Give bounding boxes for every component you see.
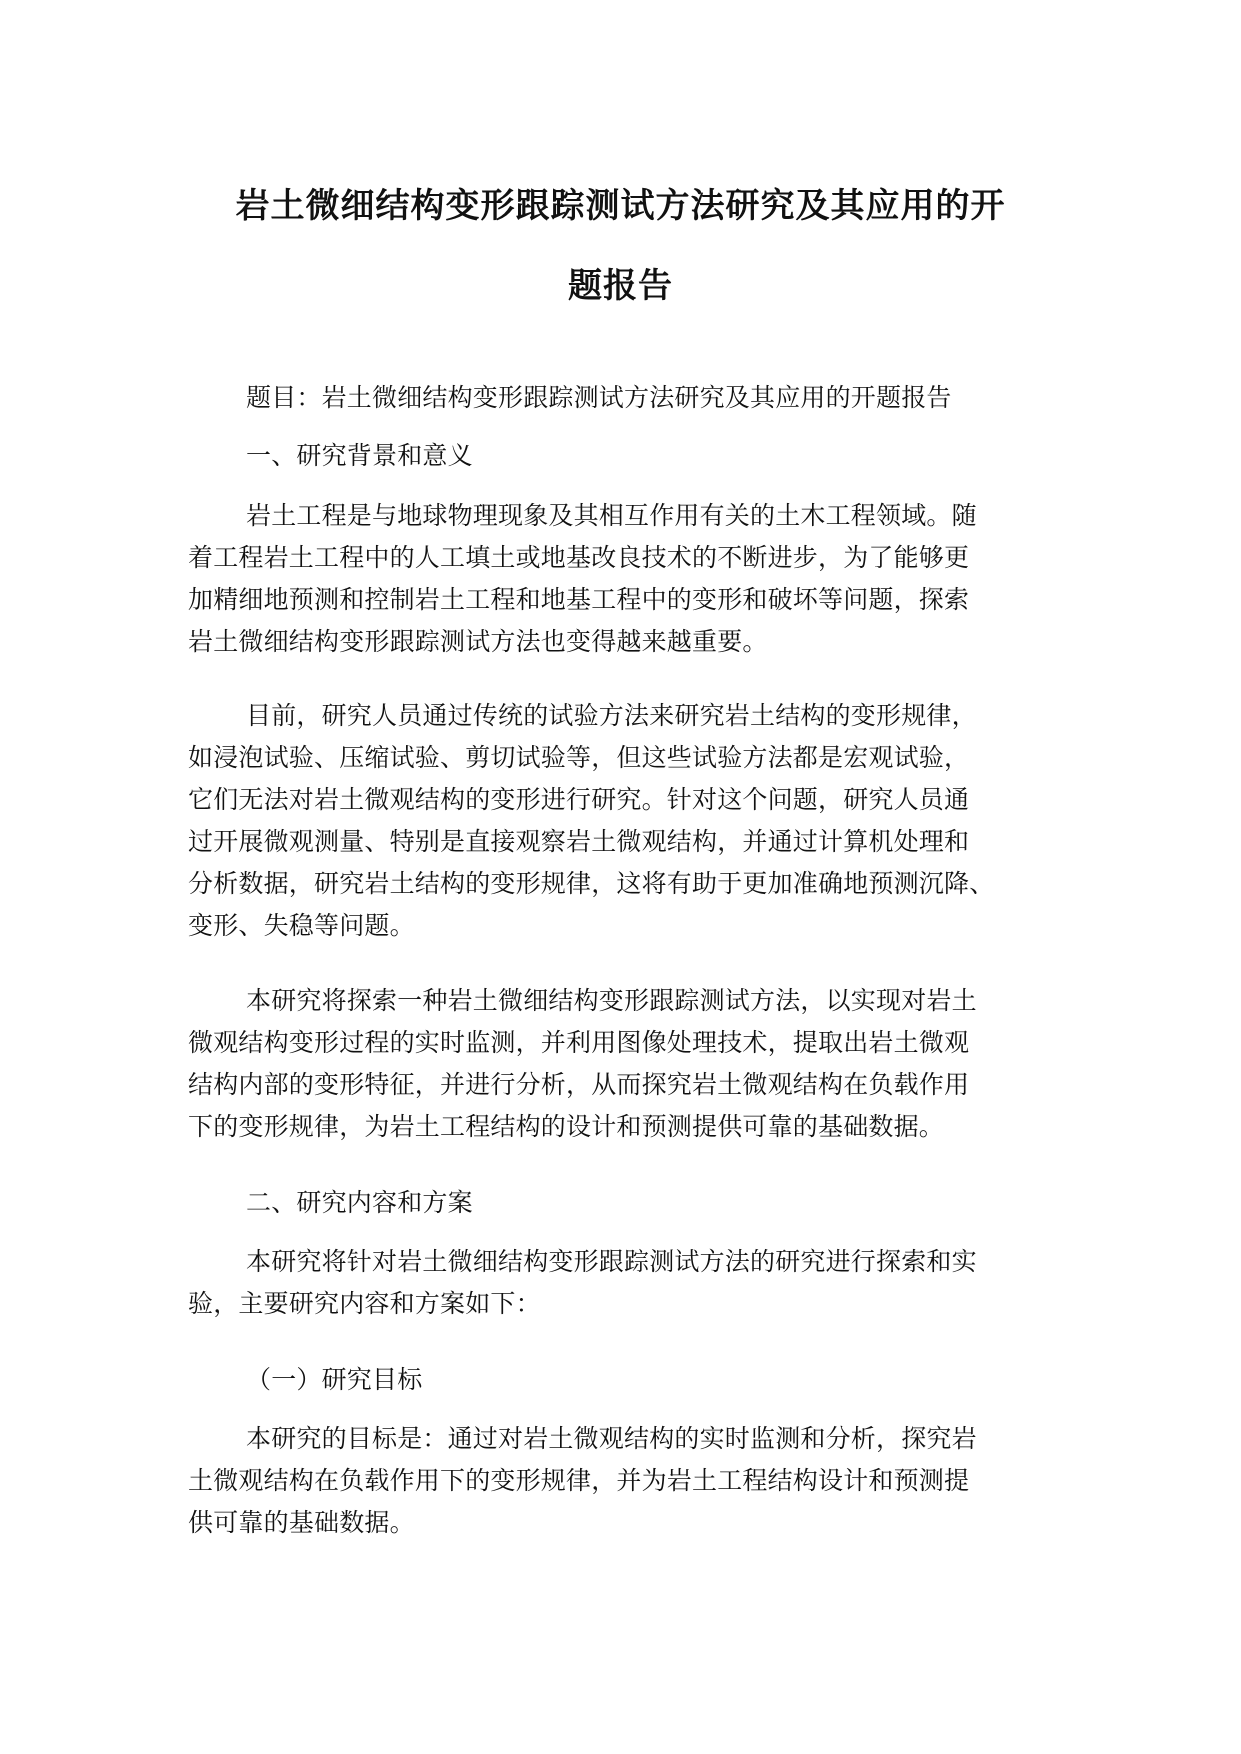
section-heading-1: 一、研究背景和意义 — [246, 441, 473, 470]
paragraph-line: 供可靠的基础数据。 — [188, 1508, 415, 1537]
subsection-heading-1: （一）研究目标 — [246, 1365, 423, 1394]
paragraph-line: 本研究将探索一种岩土微细结构变形跟踪测试方法，以实现对岩土 — [246, 986, 977, 1015]
paragraph-line: 土微观结构在负载作用下的变形规律，并为岩土工程结构设计和预测提 — [188, 1466, 970, 1495]
section-heading-2: 二、研究内容和方案 — [246, 1188, 473, 1217]
paragraph-line: 本研究的目标是：通过对岩土微观结构的实时监测和分析，探究岩 — [246, 1424, 977, 1453]
paragraph-line: 岩土工程是与地球物理现象及其相互作用有关的土木工程领域。随 — [246, 501, 977, 530]
document-title-line-2: 题报告 — [568, 266, 673, 306]
paragraph-line: 本研究将针对岩土微细结构变形跟踪测试方法的研究进行探索和实 — [246, 1247, 977, 1276]
paragraph-line: 微观结构变形过程的实时监测，并利用图像处理技术，提取出岩土微观 — [188, 1028, 970, 1057]
paragraph-line: 下的变形规律，为岩土工程结构的设计和预测提供可靠的基础数据。 — [188, 1112, 945, 1141]
paragraph-line: 岩土微细结构变形跟踪测试方法也变得越来越重要。 — [188, 627, 768, 656]
paragraph-line: 目前，研究人员通过传统的试验方法来研究岩土结构的变形规律， — [246, 701, 977, 730]
paragraph-line: 加精细地预测和控制岩土工程和地基工程中的变形和破坏等问题，探索 — [188, 585, 970, 614]
paragraph-line: 分析数据，研究岩土结构的变形规律，这将有助于更加准确地预测沉降、 — [188, 869, 995, 898]
paragraph-line: 结构内部的变形特征，并进行分析，从而探究岩土微观结构在负载作用 — [188, 1070, 970, 1099]
paragraph-line: 变形、失稳等问题。 — [188, 911, 415, 940]
paragraph-line: 着工程岩土工程中的人工填土或地基改良技术的不断进步，为了能够更 — [188, 543, 970, 572]
paragraph-line: 它们无法对岩土微观结构的变形进行研究。针对这个问题，研究人员通 — [188, 785, 970, 814]
document-title-line-1: 岩土微细结构变形跟踪测试方法研究及其应用的开 — [235, 186, 1006, 226]
paragraph-line: 过开展微观测量、特别是直接观察岩土微观结构，并通过计算机处理和 — [188, 827, 970, 856]
paragraph-line: 验，主要研究内容和方案如下： — [188, 1289, 541, 1318]
topic-line: 题目：岩土微细结构变形跟踪测试方法研究及其应用的开题报告 — [246, 383, 952, 412]
paragraph-line: 如浸泡试验、压缩试验、剪切试验等，但这些试验方法都是宏观试验， — [188, 743, 970, 772]
